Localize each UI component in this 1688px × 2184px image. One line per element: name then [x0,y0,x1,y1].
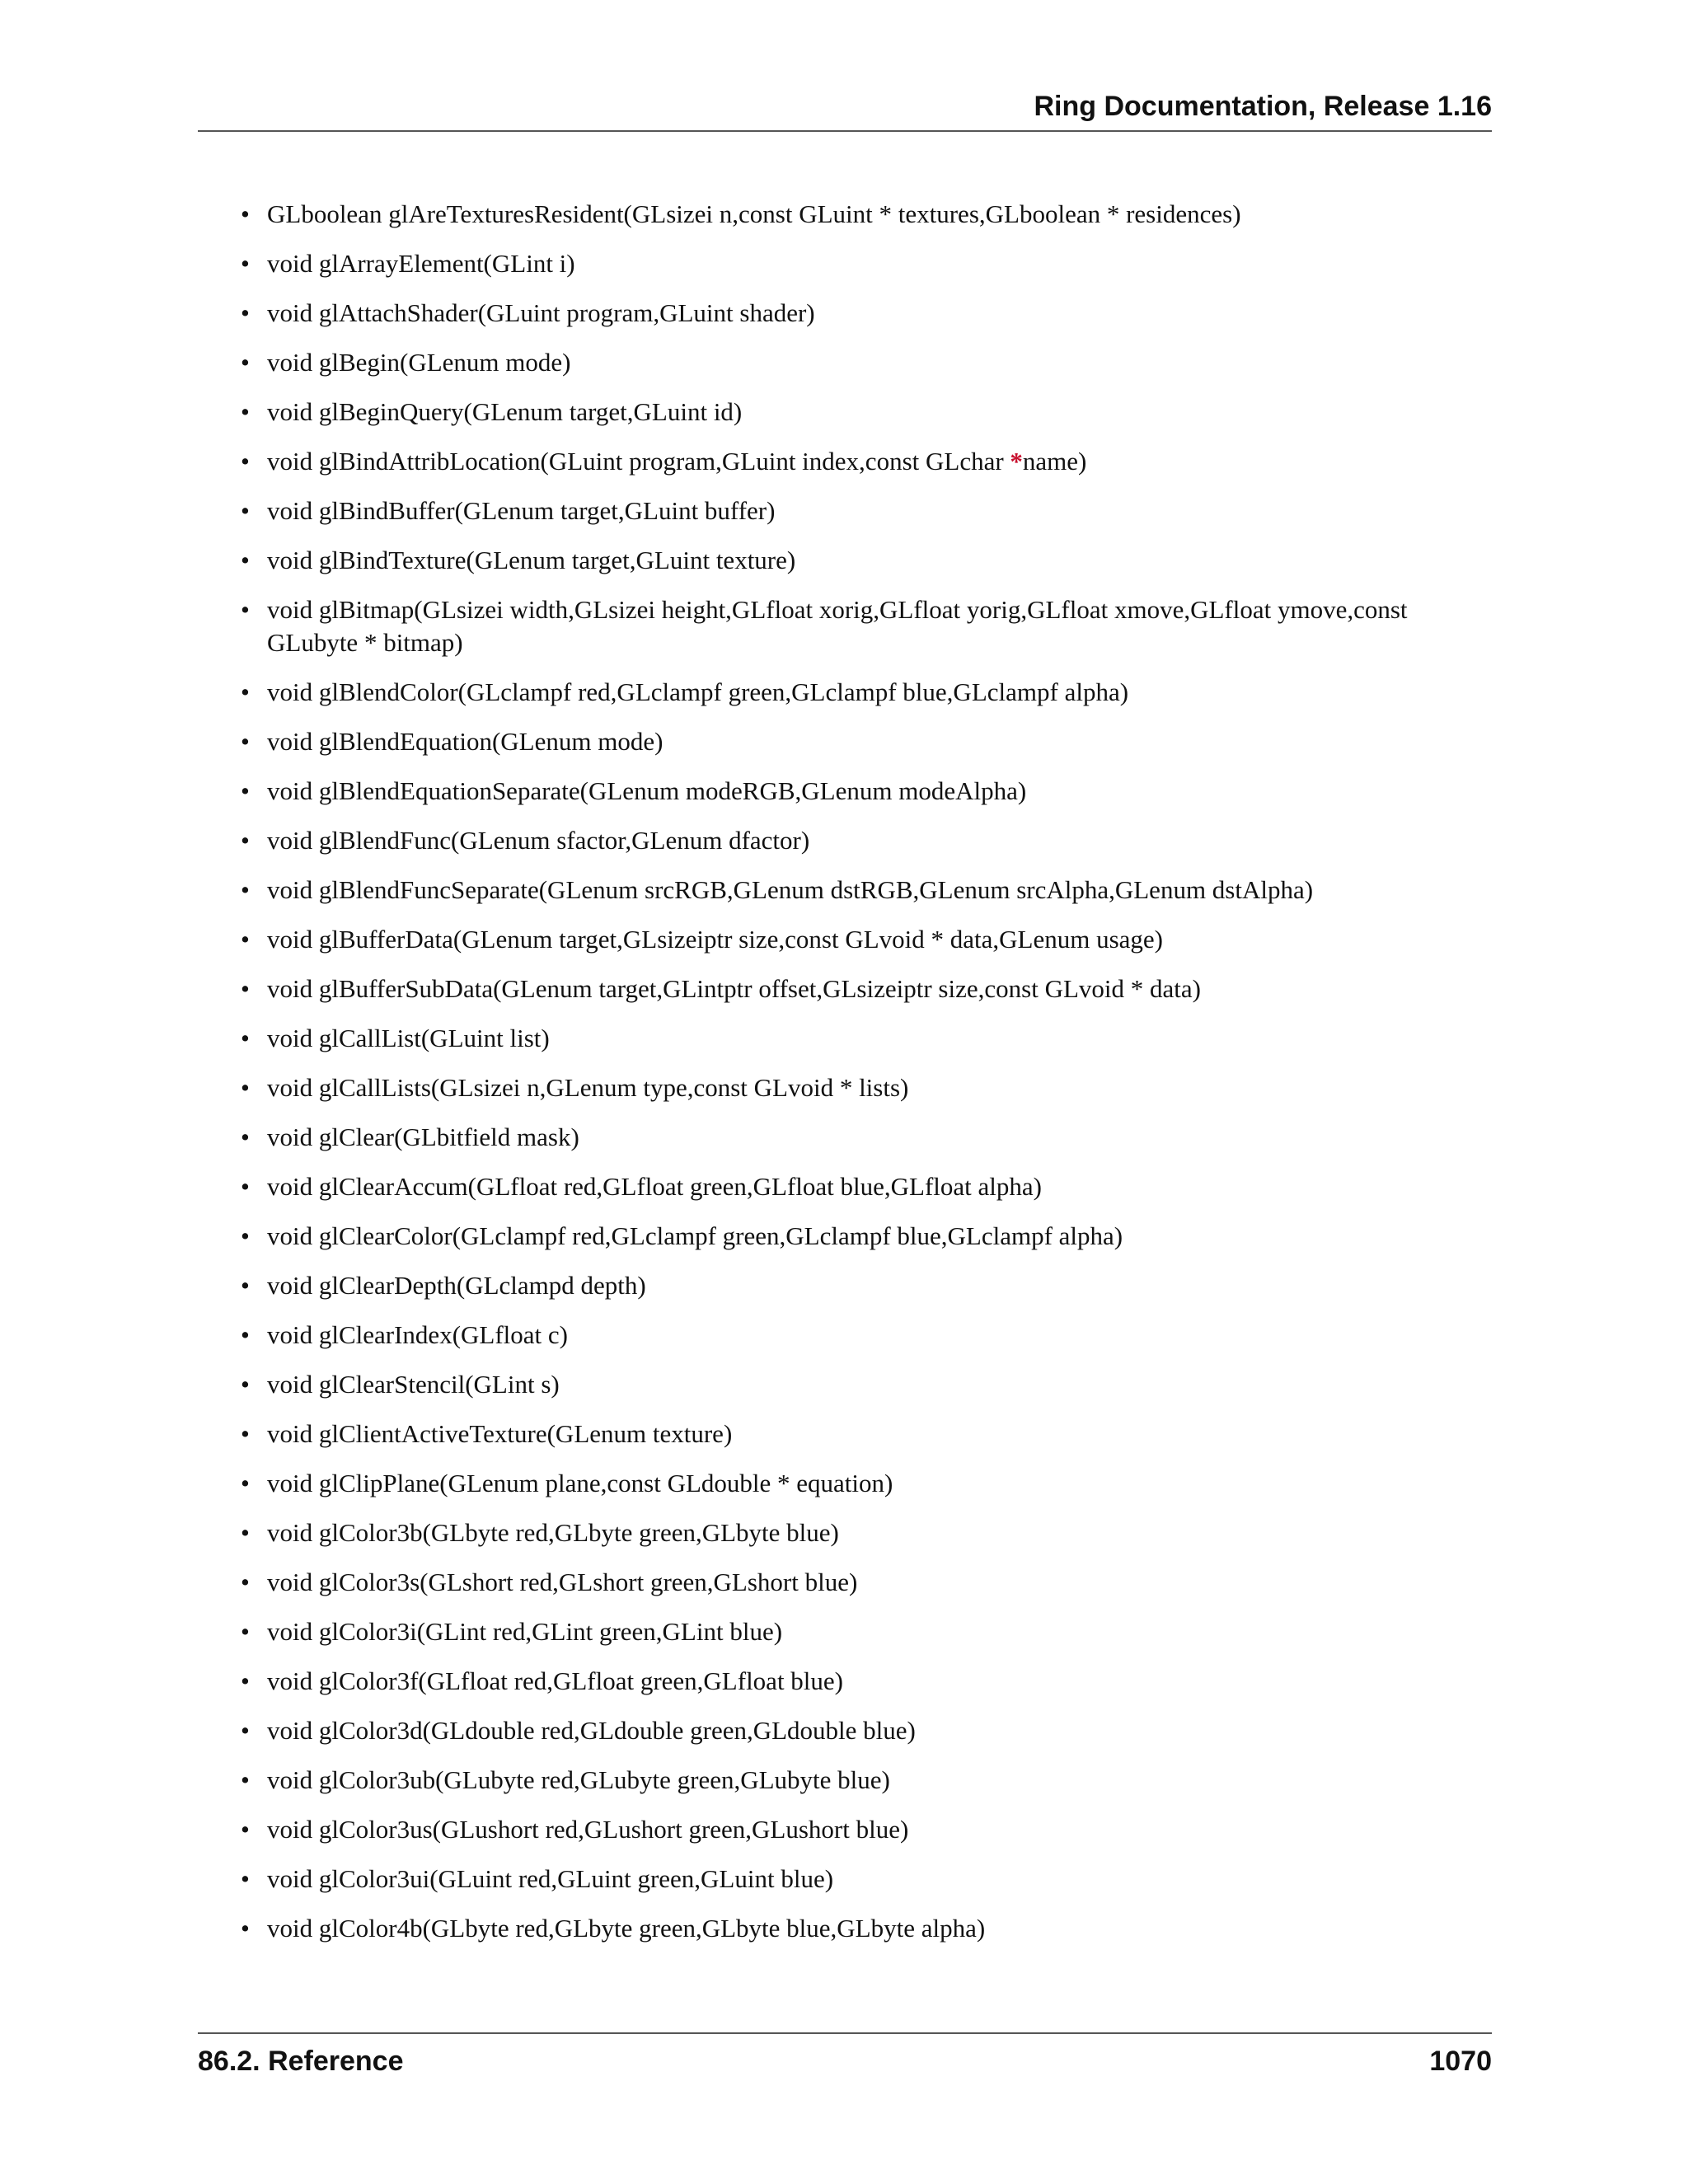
bullet-icon: • [241,1864,250,1893]
list-item [198,1071,1492,1104]
list-item [198,198,1492,231]
bullet-icon: • [241,677,250,706]
list-item [198,544,1492,577]
list-item [198,1813,1492,1846]
bullet-icon: • [241,1666,250,1695]
list-item [198,346,1492,379]
list-item [198,593,1492,659]
function-signature: void glBlendEquation(GLenum mode) [267,727,663,756]
function-signature: void glClear(GLbitfield mask) [267,1122,579,1151]
function-signature: void glArrayElement(GLint i) [267,249,575,278]
list-item [198,1170,1492,1203]
bullet-icon: • [241,826,250,855]
function-signature: void glBindBuffer(GLenum target,GLuint buffer) [267,496,776,525]
list-item [198,824,1492,857]
function-signature: void glAttachShader(GLuint program,GLuint shader) [267,298,815,327]
bullet-icon: • [241,1716,250,1745]
bullet-icon: • [241,1221,250,1250]
function-signature: void glColor4b(GLbyte red,GLbyte green,GLbyte blue,GLbyte alpha) [267,1914,986,1943]
function-signature: void glBeginQuery(GLenum target,GLuint id) [267,397,743,426]
list-item [198,1368,1492,1401]
function-signature: void glColor3f(GLfloat red,GLfloat green,GLfloat blue) [267,1666,843,1695]
function-list [198,198,1492,1945]
bullet-icon: • [241,348,250,377]
function-signature: void glColor3i(GLint red,GLint green,GLint blue) [267,1617,783,1646]
list-item [198,1516,1492,1549]
list-item [198,972,1492,1005]
list-item [198,1764,1492,1797]
list-item [198,1319,1492,1352]
list-item [198,725,1492,758]
function-signature: void glCallList(GLuint list) [267,1024,550,1052]
list-item [198,1615,1492,1648]
bullet-icon: • [241,727,250,756]
bullet-icon: • [241,1172,250,1201]
footer-section-title: 86.2. Reference [198,2046,404,2077]
list-item [198,923,1492,956]
function-signature: void glBindTexture(GLenum target,GLuint texture) [267,546,796,574]
function-signature: void glClearDepth(GLclampd depth) [267,1271,646,1300]
function-signature: void glBufferSubData(GLenum target,GLintptr offset,GLsizeiptr size,const GLvoid * data) [267,974,1201,1003]
bullet-icon: • [241,546,250,574]
bullet-icon: • [241,1271,250,1300]
function-signature: void glClearAccum(GLfloat red,GLfloat green,GLfloat blue,GLfloat alpha) [267,1172,1042,1201]
function-signature: void glColor3s(GLshort red,GLshort green,GLshort blue) [267,1568,858,1596]
bullet-icon: • [241,1320,250,1349]
bullet-icon: • [241,496,250,525]
function-signature: void glColor3us(GLushort red,GLushort green,GLushort blue) [267,1815,909,1844]
bullet-icon: • [241,298,250,327]
list-item [198,1863,1492,1896]
list-item [198,396,1492,429]
bullet-icon: • [241,249,250,278]
list-item [198,775,1492,808]
list-item [198,1121,1492,1154]
function-signature: void glClipPlane(GLenum plane,const GLdouble * equation) [267,1469,893,1497]
bullet-icon: • [241,1914,250,1943]
list-item [198,676,1492,709]
list-item [198,874,1492,907]
function-signature: void glCallLists(GLsizei n,GLenum type,const GLvoid * lists) [267,1073,909,1102]
bullet-icon: • [241,1518,250,1547]
bullet-icon: • [241,1568,250,1596]
bullet-icon: • [241,397,250,426]
list-item [198,1714,1492,1747]
function-signature: void glBlendColor(GLclampf red,GLclampf green,GLclampf blue,GLclampf alpha) [267,677,1129,706]
bullet-icon: • [241,1469,250,1497]
function-signature: void glBlendEquationSeparate(GLenum modeRGB,GLenum modeAlpha) [267,776,1027,805]
page-header [198,91,1492,132]
list-item [198,494,1492,527]
bullet-icon: • [241,1370,250,1399]
bullet-icon: • [241,1815,250,1844]
bullet-icon: • [241,1419,250,1448]
document-title: Ring Documentation, Release 1.16 [1034,91,1492,122]
bullet-icon: • [241,1024,250,1052]
list-item [198,1022,1492,1055]
function-signature: void glColor3ub(GLubyte red,GLubyte green,GLubyte blue) [267,1765,890,1794]
function-signature [267,447,1086,476]
bullet-icon: • [241,1617,250,1646]
function-signature: void glBufferData(GLenum target,GLsizeiptr size,const GLvoid * data,GLenum usage) [267,925,1163,954]
page-content [198,198,1492,1961]
list-item [198,1566,1492,1599]
highlighted-token: * [1010,447,1023,476]
function-signature: void glBegin(GLenum mode) [267,348,571,377]
function-signature: void glClearColor(GLclampf red,GLclampf green,GLclampf blue,GLclampf alpha) [267,1221,1123,1250]
page-footer [198,2032,1492,2077]
list-item [198,1418,1492,1451]
function-signature: void glClearStencil(GLint s) [267,1370,560,1399]
function-signature: void glBlendFunc(GLenum sfactor,GLenum dfactor) [267,826,810,855]
list-item [198,1269,1492,1302]
list-item [198,1665,1492,1698]
bullet-icon: • [241,1073,250,1102]
bullet-icon: • [241,199,250,228]
function-signature: void glColor3b(GLbyte red,GLbyte green,GLbyte blue) [267,1518,839,1547]
bullet-icon: • [241,1122,250,1151]
list-item [198,445,1492,478]
function-signature: void glClearIndex(GLfloat c) [267,1320,568,1349]
function-signature: void glColor3d(GLdouble red,GLdouble green,GLdouble blue) [267,1716,916,1745]
function-signature: GLboolean glAreTexturesResident(GLsizei n,const GLuint * textures,GLboolean * residences) [267,199,1241,228]
bullet-icon: • [241,925,250,954]
bullet-icon: • [241,1765,250,1794]
function-signature: void glBitmap(GLsizei width,GLsizei height,GLfloat xorig,GLfloat yorig,GLfloat xmove,GLfloat ymove,const GLubyte * bitmap) [267,595,1408,657]
function-signature: void glColor3ui(GLuint red,GLuint green,GLuint blue) [267,1864,834,1893]
list-item [198,1467,1492,1500]
footer-page-number: 1070 [1429,2046,1492,2077]
list-item [198,1220,1492,1253]
bullet-icon: • [241,974,250,1003]
bullet-icon: • [241,875,250,904]
list-item [198,1912,1492,1945]
signature-part: name) [1022,447,1087,476]
function-signature: void glBlendFuncSeparate(GLenum srcRGB,GLenum dstRGB,GLenum srcAlpha,GLenum dstAlpha) [267,875,1314,904]
list-item [198,297,1492,330]
function-signature: void glClientActiveTexture(GLenum texture) [267,1419,733,1448]
bullet-icon: • [241,776,250,805]
bullet-icon: • [241,447,250,476]
list-item [198,247,1492,280]
bullet-icon: • [241,595,250,624]
signature-part: void glBindAttribLocation(GLuint program,GLuint index,const GLchar [267,447,1010,476]
